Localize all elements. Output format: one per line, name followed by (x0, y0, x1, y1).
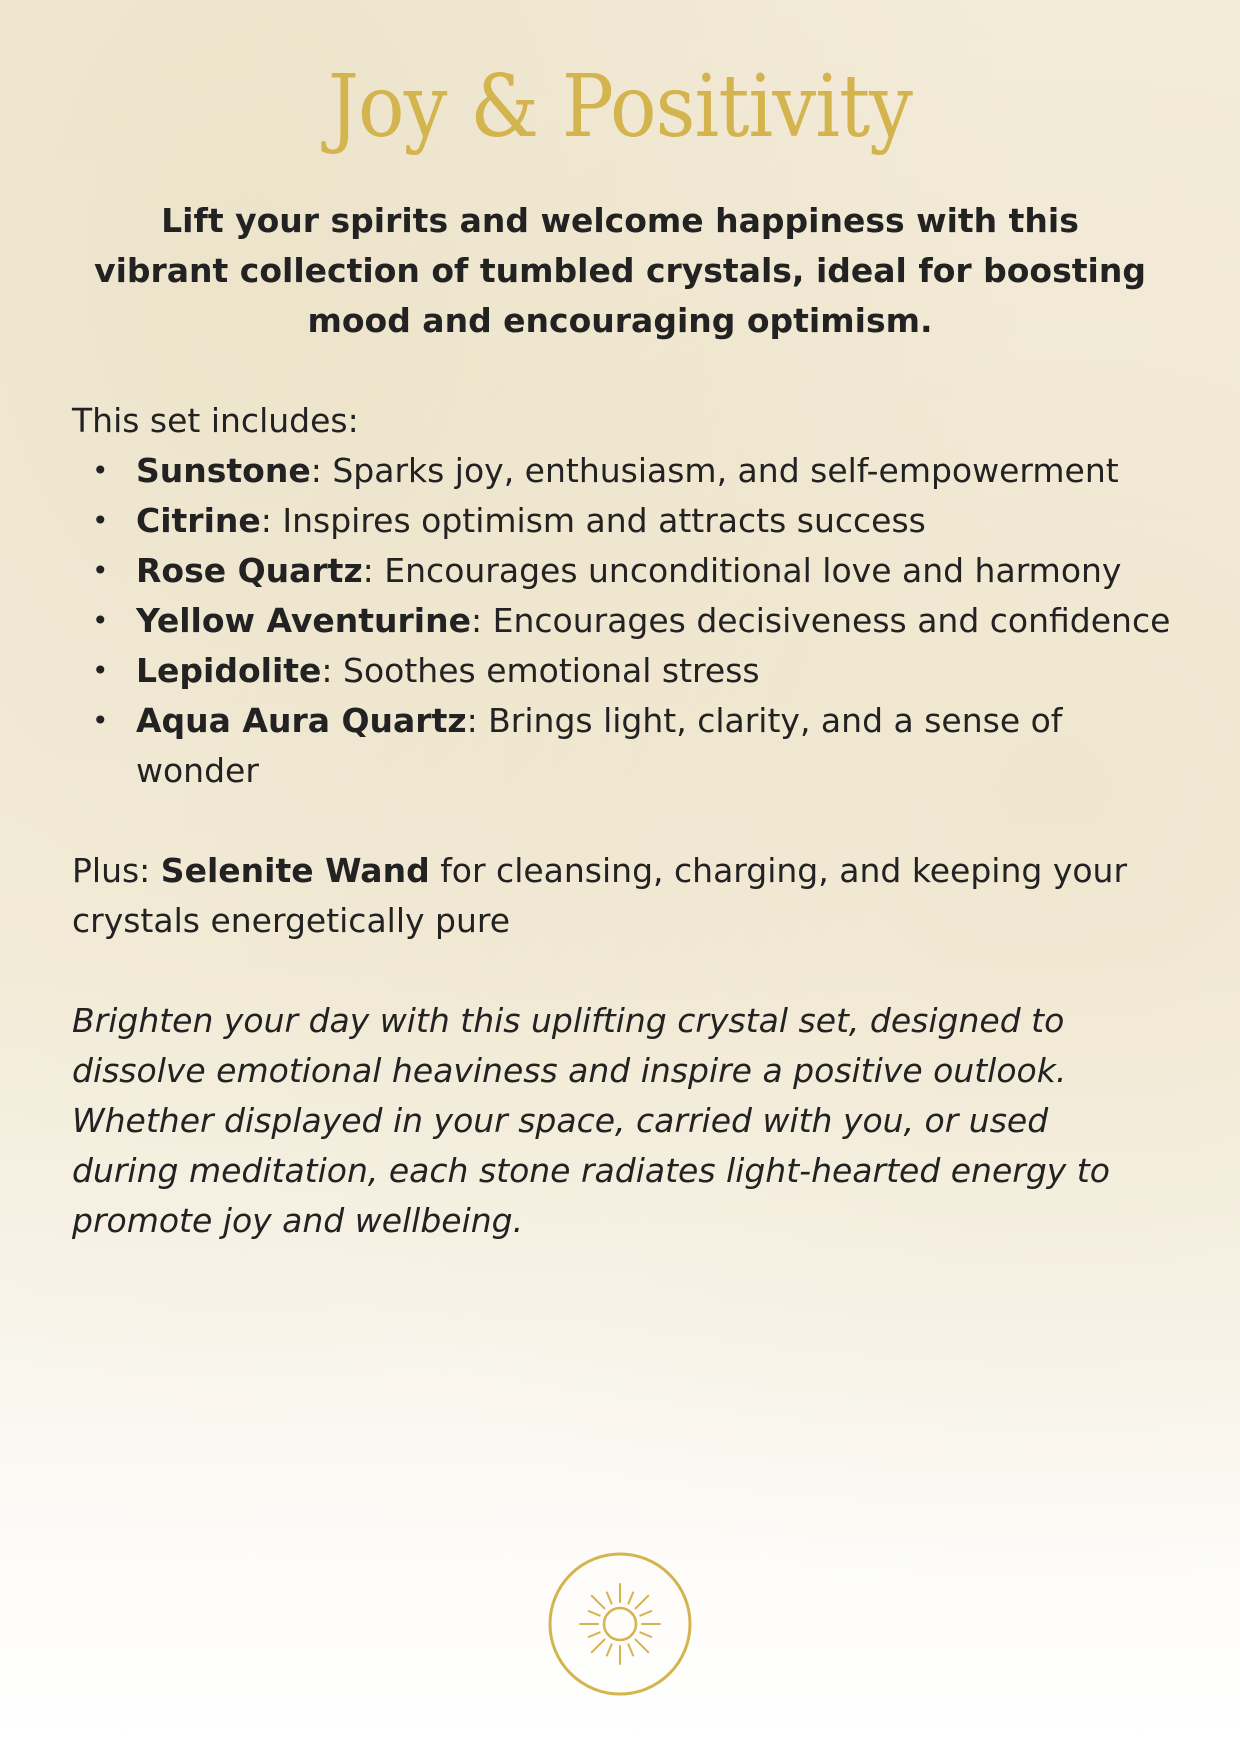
stone-name: Yellow Aventurine (136, 601, 471, 640)
plus-note (72, 846, 1152, 946)
stone-name: Citrine (136, 501, 261, 540)
stone-description: : Encourages unconditional love and harmony (362, 551, 1122, 590)
sun-icon (548, 1552, 692, 1696)
sun-ray (636, 1640, 649, 1653)
sun-ray (607, 1644, 612, 1655)
stone-description: : Encourages decisiveness and confidence (471, 601, 1171, 640)
list-item (72, 546, 1172, 596)
intro-text: Lift your spirits and welcome happiness with this vibrant collection of tumbled crystals, ideal for boosting mood and encouraging optimism. (94, 201, 1146, 340)
sun-ray (640, 1611, 651, 1616)
plus-rest: for cleansing, charging, and keeping your crystals energetically pure (72, 851, 1128, 940)
bullet-icon: • (92, 704, 109, 737)
bullet-icon: • (92, 454, 109, 487)
list-item (72, 646, 1172, 696)
sun-ray (592, 1596, 605, 1609)
list-item (72, 496, 1172, 546)
sun-ray (640, 1632, 651, 1637)
bullet-icon: • (92, 554, 109, 587)
stone-name: Rose Quartz (136, 551, 363, 590)
sun-ray (628, 1593, 633, 1604)
sun-ray (589, 1632, 600, 1637)
page-title: Joy & Positivity (327, 57, 913, 157)
list-item (72, 446, 1172, 496)
bullet-icon: • (92, 504, 109, 537)
plus-item: Selenite Wand (160, 851, 430, 890)
list-item (72, 596, 1172, 646)
sun-ray (607, 1593, 612, 1604)
plus-prefix: Plus: (72, 851, 161, 890)
stone-list (72, 446, 1172, 796)
stone-description: : Soothes emotional stress (321, 651, 760, 690)
includes-label: This set includes: (72, 401, 359, 440)
stone-name: Aqua Aura Quartz (136, 701, 467, 740)
list-item (72, 696, 1172, 796)
sun-ray (636, 1596, 649, 1609)
sun-ray (589, 1611, 600, 1616)
stone-description: : Inspires optimism and attracts success (260, 501, 926, 540)
sun-ray (628, 1644, 633, 1655)
stone-description: : Brings light, clarity, and a sense of wonder (136, 701, 1063, 790)
bullet-icon: • (92, 654, 109, 687)
stone-name: Sunstone (136, 451, 311, 490)
sun-ray (592, 1640, 605, 1653)
closing-text: Brighten your day with this uplifting crystal set, designed to dissolve emotional heaviness and inspire a positive outlook. Whether displayed in your space, carried with you, or used during meditation, each stone radiates light-hearted energy to promote joy and wellbeing. (72, 1001, 1110, 1240)
stone-description: : Sparks joy, enthusiasm, and self-empowerment (310, 451, 1119, 490)
bullet-icon: • (92, 604, 109, 637)
stone-name: Lepidolite (136, 651, 322, 690)
